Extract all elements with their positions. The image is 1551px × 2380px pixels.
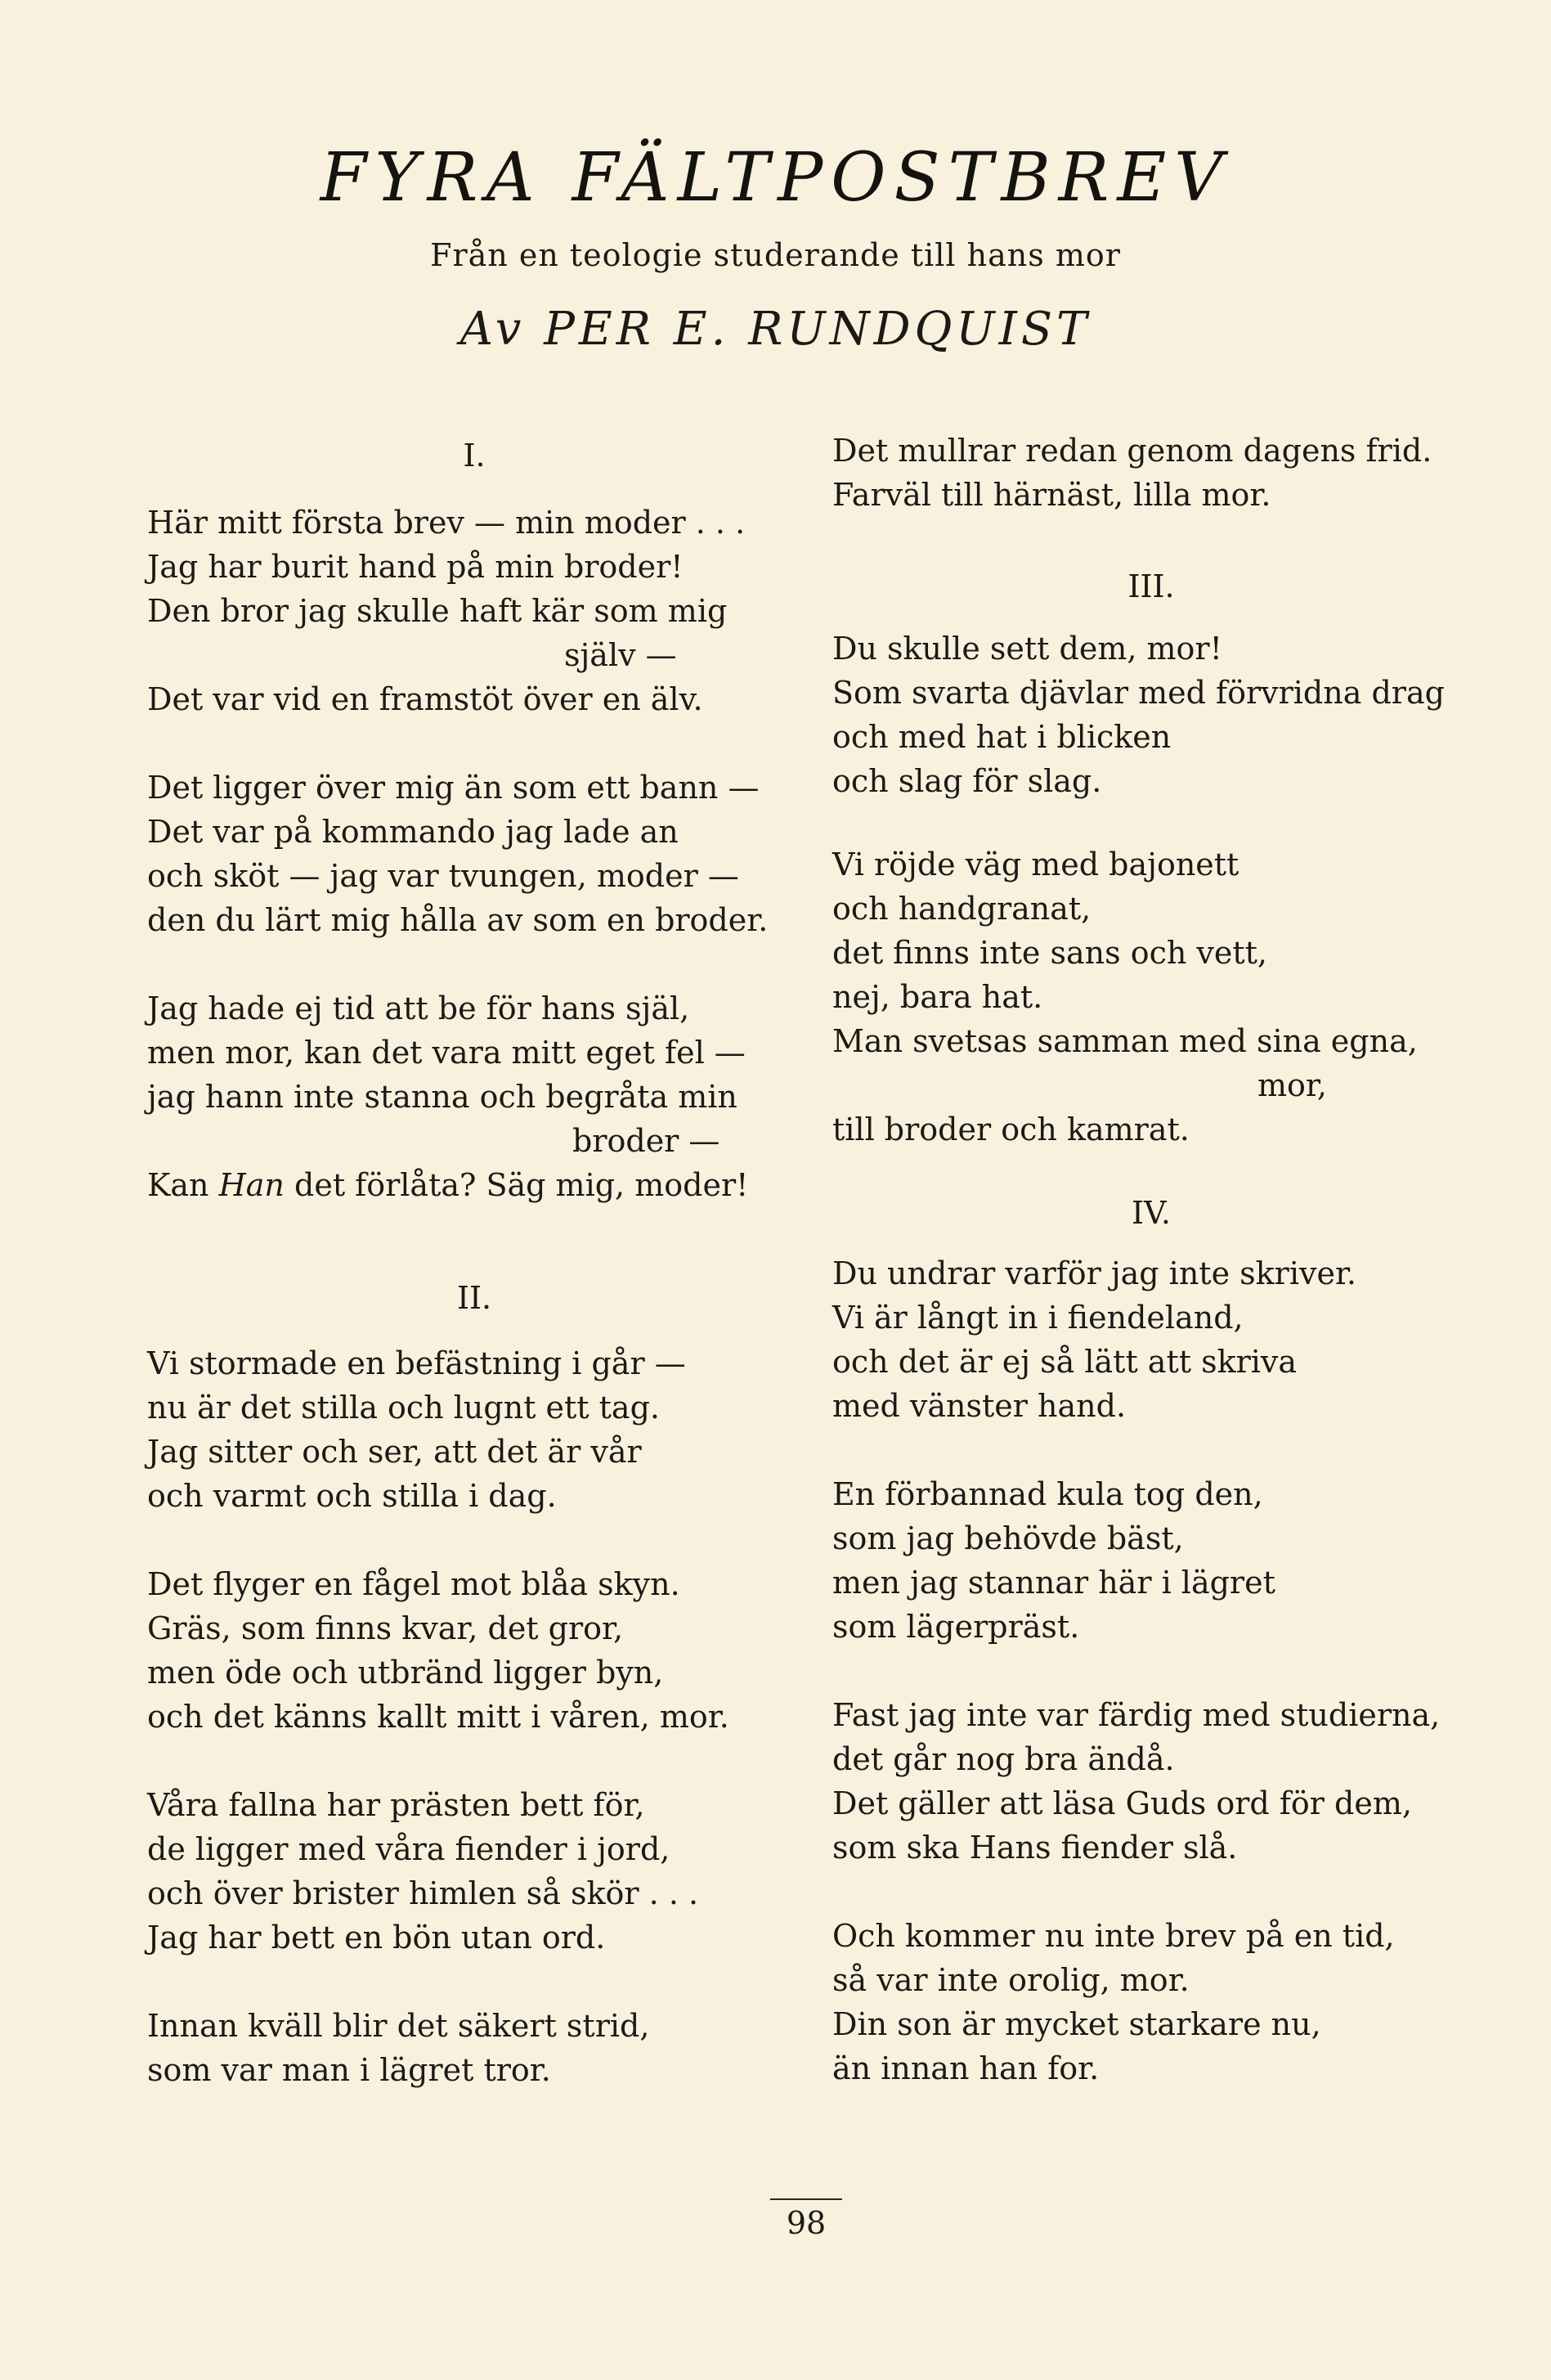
poem-line: Gräs, som finns kvar, det gror, — [147, 1610, 624, 1646]
poem-line: så var inte orolig, mor. — [832, 1962, 1190, 1998]
poem-line: Vi röjde väg med bajonett — [832, 846, 1239, 882]
poem-line: och sköt — jag var tvungen, moder — — [147, 858, 739, 894]
poem-line: som var man i lägret tror. — [147, 2052, 551, 2088]
poem-line: men jag stannar här i lägret — [832, 1565, 1275, 1601]
poem-line: den du lärt mig hålla av som en broder. — [147, 902, 769, 938]
line-part: Kan — [147, 1167, 209, 1203]
poem-line: och det är ej så lätt att skriva — [832, 1344, 1298, 1380]
byline: Av PER E. RUNDQUIST — [459, 303, 1092, 356]
section-number: I. — [463, 438, 486, 474]
poem-line: Du skulle sett dem, mor! — [832, 631, 1222, 667]
poem-line: men mor, kan det vara mitt eget fel — — [147, 1035, 746, 1071]
poem-line: med vänster hand. — [832, 1388, 1127, 1424]
section-number: IV. — [1132, 1195, 1171, 1231]
poem-line: Jag har bett en bön utan ord. — [147, 1920, 606, 1956]
poem-line: Vi stormade en befästning i går — — [147, 1345, 686, 1381]
page-number: 98 — [786, 2205, 827, 2241]
poem-line: som lägerpräst. — [832, 1609, 1080, 1645]
emphasis-han: Han — [218, 1167, 285, 1203]
poem-line: och varmt och stilla i dag. — [147, 1478, 557, 1514]
poem-line: Det var vid en framstöt över en älv. — [147, 681, 703, 717]
poem-line: Jag har burit hand på min broder! — [147, 549, 684, 585]
poem-line: och det känns kallt mitt i våren, mor. — [147, 1699, 729, 1735]
poem-line: det finns inte sans och vett, — [832, 935, 1267, 971]
poem-line: mor, — [1257, 1067, 1327, 1103]
poem-line: de ligger med våra fiender i jord, — [147, 1831, 670, 1867]
poem-line — [147, 1163, 748, 1207]
poem-line: och med hat i blicken — [832, 719, 1172, 755]
poem-line: Här mitt första brev — min moder . . . — [147, 505, 746, 541]
page-number-rule — [770, 2198, 842, 2200]
poem-line: Det mullrar redan genom dagens frid. — [832, 433, 1432, 469]
poem-line: broder — — [572, 1123, 720, 1159]
poem-line: Innan kväll blir det säkert strid, — [147, 2008, 650, 2044]
poem-line: Du undrar varför jag inte skriver. — [832, 1255, 1357, 1291]
poem-line: Farväl till härnäst, lilla mor. — [832, 477, 1271, 513]
subtitle: Från en teologie studerande till hans mor — [430, 237, 1121, 273]
poem-line: Det ligger över mig än som ett bann — — [147, 770, 760, 806]
poem-line: En förbannad kula tog den, — [832, 1476, 1263, 1512]
poem-line: och handgranat, — [832, 891, 1092, 927]
poem-line: och över brister himlen så skör . . . — [147, 1875, 699, 1911]
poem-line: det går nog bra ändå. — [832, 1741, 1175, 1777]
poem-line: än innan han for. — [832, 2050, 1100, 2086]
section-number: II. — [456, 1280, 492, 1316]
section-number: III. — [1127, 568, 1175, 604]
poem-line: Det var på kommando jag lade an — [147, 814, 679, 850]
poem-line: nej, bara hat. — [832, 979, 1043, 1015]
poem-line: som jag behövde bäst, — [832, 1520, 1184, 1556]
poem-line: Och kommer nu inte brev på en tid, — [832, 1918, 1395, 1954]
poem-line: som ska Hans fiender slå. — [832, 1830, 1238, 1866]
poem-line: Det gäller att läsa Guds ord för dem, — [832, 1785, 1412, 1821]
poem-line: till broder och kamrat. — [832, 1111, 1190, 1147]
page-title: FYRA FÄLTPOSTBREV — [320, 139, 1231, 217]
poem-line: Jag hade ej tid att be för hans själ, — [147, 990, 690, 1026]
poem-line: Det flyger en fågel mot blåa skyn. — [147, 1566, 680, 1602]
poem-line: Din son är mycket starkare nu, — [832, 2006, 1321, 2042]
poem-line: men öde och utbränd ligger byn, — [147, 1655, 664, 1691]
poem-line: Vi är långt in i fiendeland, — [832, 1300, 1244, 1336]
poem-line: Våra fallna har prästen bett för, — [147, 1787, 645, 1823]
poem-line: Man svetsas samman med sina egna, — [832, 1023, 1418, 1059]
poem-line: Den bror jag skulle haft kär som mig — [147, 593, 728, 629]
poem-line: nu är det stilla och lugnt ett tag. — [147, 1390, 660, 1426]
poem-line: Jag sitter och ser, att det är vår — [147, 1434, 642, 1470]
poem-line: och slag för slag. — [832, 763, 1102, 799]
poem-line: själv — — [564, 637, 677, 673]
poem-line: jag hann inte stanna och begråta min — [147, 1079, 737, 1115]
line-part: det förlåta? Säg mig, moder! — [294, 1167, 749, 1203]
poem-line: Som svarta djävlar med förvridna drag — [832, 675, 1445, 711]
poem-line: Fast jag inte var färdig med studierna, — [832, 1697, 1441, 1733]
